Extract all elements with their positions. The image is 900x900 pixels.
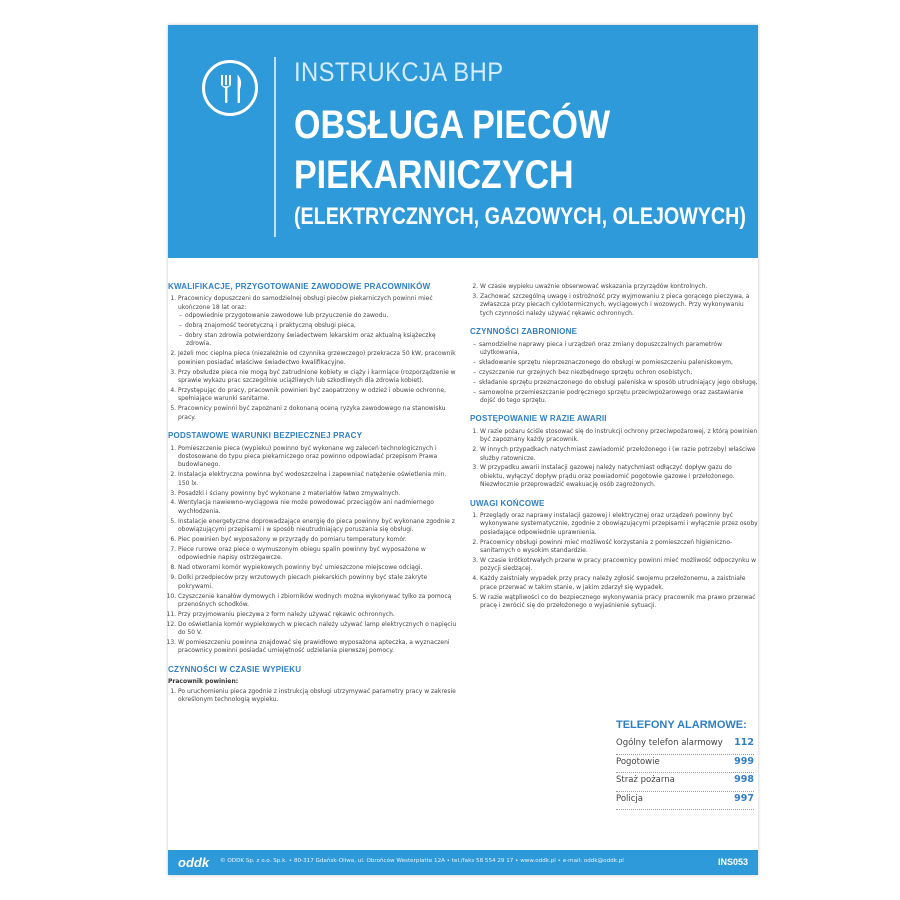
list-item: 5. Instalacje energetyczne doprowadzające energię do pieca powinny być wykonane zgodnie z obowiązującymi przepisami i w sposób nieutrudniający poruszania się obsługi. [178,518,458,535]
list-item: 8. Nad otworami komór wypiekowych powinny być umieszczone miejscowe odciągi. [178,564,458,572]
list-item: 3. Przy obsłudze pieca nie mogą być zatrudnione kobiety w ciąży i karmiące (rozporządzenie w sprawie wykazu prac szczególnie uciążliwych lub szkodliwych dla zdrowia kobiet). [178,369,458,386]
list-item: – samodzielne naprawy pieca i urządzeń oraz zmiany dopuszczalnych parametrów użytkowania, [480,341,758,358]
emergency-phones [616,719,754,811]
document-type: INSTRUKCJA BHP [294,57,504,87]
list-item: 7. Piece rurowe oraz piece o wymuszonym obiegu spalin powinny być wyposażone w odpowiednie napisy ostrzegawcze. [178,546,458,563]
list-item: 2. Pracownicy obsługi powinni mieć możliwość korzystania z pomieszczeń higieniczno-sanitarnych o wysokim standardzie. [480,539,758,556]
phone-row [616,793,754,811]
section-title: CZYNNOŚCI W CZASIE WYPIEKU [168,664,302,674]
section-during-baking [168,666,458,705]
list-item: – czyszczenie rur grzejnych bez niezbędnego sprzętu ochron osobistych, [480,369,758,377]
phone-number: 112 [734,737,754,748]
list-item: 5. Pracownicy powinni być zapoznani z dokonaną oceną ryzyka zawodowego na stanowisku pracy. [178,405,458,422]
section-label: Pracownik powinien: [168,678,239,686]
title-subtitle: (ELEKTRYCZNYCH, GAZOWYCH, OLEJOWYCH) [294,203,746,230]
phone-label: Ogólny telefon alarmowy [616,738,723,748]
instruction-sheet [168,25,758,875]
header-banner [168,25,758,258]
phone-row [616,774,754,792]
list-item: 3. W czasie krótkotrwałych przerw w pracy pracownicy powinni mieć możliwość odpoczynku w pozycji siedzącej. [480,557,758,574]
section-title: KWALIFIKACJE, PRZYGOTOWANIE ZAWODOWE PRACOWNIKÓW [168,282,431,291]
phone-number: 999 [734,755,754,767]
phones-title: TELEFONY ALARMOWE: [616,719,747,731]
list-item: 13. W pomieszczeniu powinna znajdować się prawidłowo wyposażona apteczka, a wyznaczeni pracownicy powinni posiadać umiejętność udzielania pierwszej pomocy. [178,639,458,656]
phone-row [616,737,754,755]
list-item: 9. Dolki przedpieców przy wrzutowych piecach piekarskich powinny być stale zakryte pokrywami. [178,574,458,591]
section-title: PODSTAWOWE WARUNKI BEZPIECZNEJ PRACY [168,431,363,441]
section-during-baking-continued [470,283,758,318]
list-item: 2. Instalacja elektryczna powinna być wodoszczelna i zapewniać natężenie oświetlenia min. 150 lx. [178,471,458,488]
list-item: 1. W razie pożaru ściśle stosować się do instrukcji ochrony przeciwpożarowej, z którą powinien być zapoznany każdy pracownik. [480,428,758,445]
list-item: – samowolne przemieszczanie podręcznego sprzętu przeciwpożarowego oraz zastawianie dojść do tego sprzętu. [480,389,758,406]
section-final-remarks [470,500,758,611]
list-item: – dobrą znajomość teoretyczną i praktyczną obsługi pieca, [186,322,458,330]
list-item: 3. Zachować szczególną uwagę i ostrożność przy wyjmowaniu z pieca gorącego pieczywa, a zwłaszcza przy piecach cyklotermicznych, wyciągowych i wozowych. Przy wykonywaniu tych czynności należy używać rękawic ochronnych. [480,293,758,318]
list-item: – dobry stan zdrowia potwierdzony świadectwem lekarskim oraz aktualną książeczkę zdrowia. [186,332,458,349]
document-code: INS053 [717,857,748,867]
list-item: 1. Po uruchomieniu pieca zgodnie z instrukcją obsługi utrzymywać parametry pracy w zakresie określonym technologią wypieku. [178,688,458,705]
footer-bar [168,850,758,875]
section-title: UWAGI KOŃCOWE [470,498,545,508]
list-item: 11. Przy przyjmowaniu pieczywa z form należy używać rękawic ochronnych. [178,611,458,619]
right-column [470,283,758,621]
fork-knife-icon [202,60,258,116]
list-item: 2. Jeżeli moc cieplna pieca (niezależnie od czynnika grzewczego) przekracza 50 kW, pracownik powinien posiadać właściwe świadectwo kwalifikacyjne. [178,350,458,367]
left-column [168,283,458,714]
list-item: – składanie sprzętu przeznaczonego do obsługi paleniska w sposób utrudniający jego obsługę, [480,379,758,387]
list-item: 2. W czasie wypieku uważnie obserwować wskazania przyrządów kontrolnych. [480,283,758,291]
list-item: 5. W razie wątpliwości co do bezpiecznego wykonywania pracy pracownik ma prawo przerwać pracę i zwrócić się do przełożonego o wyjaśnienie sytuacji. [480,594,758,611]
phone-number: 998 [734,774,754,785]
list-item: – składowanie sprzętu nieprzeznaczonego do obsługi w pomieszczeniu paleniskowym, [480,359,758,367]
list-item: – odpowiednie przygotowanie zawodowe lub przyuczenie do zawodu, [186,312,458,320]
list-item: 10. Czyszczenie kanałów dymowych i zbiorników wodnych można wykonywać tylko za pomocą przenośnych schodków. [178,593,458,610]
section-title: CZYNNOŚCI ZABRONIONE [470,327,578,337]
section-safe-work-conditions [168,432,458,656]
list-item: 4. Wentylacja nawiewno-wyciągowa nie może powodować przeciągów ani nadmiernego wychłodzenia. [178,499,458,516]
list-item: 12. Do oświetlania komór wypiekowych w piecach należy używać lamp elektrycznych o napięciu do 50 V. [178,621,458,638]
phone-label: Pogotowie [616,756,660,767]
company-logo: oddk [178,855,210,870]
list-item: 3. Posadzki i ściany powinny być wykonane z materiałów łatwo zmywalnych. [178,490,458,498]
section-title: POSTĘPOWANIE W RAZIE AWARII [470,414,607,424]
phone-number: 997 [734,792,754,804]
footer-contact: © ODDK Sp. z o.o. Sp.k. • 80-317 Gdańsk-Oliwa, ul. Obrońców Westerplatte 12A • tel./faks 58 554 29 17 • www.oddk.pl • e-mail: oddk@oddk.pl [220,858,624,864]
title-line-2: PIEKARNICZYCH [294,153,574,197]
header-divider [274,57,276,237]
section-qualifications [168,283,458,422]
list-item: 4. Każdy zaistniały wypadek przy pracy należy zgłosić swojemu przełożonemu, a zaistniałe prace przerwać w takim stanie, w jakim zdarzył się wypadek. [480,575,758,592]
list-item: 6. Piec powinien być wyposażony w przyrządy do pomiaru temperatury komór. [178,536,458,544]
title-line-1: OBSŁUGA PIECÓW [294,103,611,147]
list-item: 3. W przypadku awarii instalacji gazowej należy natychmiast odłączyć dopływ gazu do obiektu, wyłączyć dopływ prądu oraz powiadomić pogotowie gazowe i przełożonego. Niezwłocznie przeprowadzić ewakuację osób zagrożonych. [480,464,758,489]
section-emergency-procedure [470,415,758,489]
list-item: 1. Przeglądy oraz naprawy instalacji gazowej i elektrycznej oraz urządzeń powinny być wykonywane systematycznie, zgodnie z obowiązującymi przepisami i wyłącznie przez osoby posiadające odpowiednie uprawnienia. [480,512,758,537]
phone-row [616,756,754,774]
section-forbidden-actions [470,328,758,405]
list-item: 1. Pomieszczenie pieca (wypieku) powinno być wykonane wg zaleceń technologicznych i dostosowane do typu pieca piekarniczego oraz powinno odpowiadać przepisom Prawa budowlanego. [178,445,458,470]
list-item: 2. W innych przypadkach natychmiast zawiadomić przełożonego i (w razie potrzeby) właściwe służby ratownicze. [480,446,758,463]
list-item: 4. Przystępując do pracy, pracownik powinien być zaopatrzony w odzież i obuwie ochronne, spełniające warunki sanitarne. [178,387,458,404]
list-item: 1. Pracownicy dopuszczeni do samodzielnej obsługi pieców piekarniczych powinni mieć ukończone 18 lat oraz: – odpowiednie przygotowanie zawodowe lub przyuczenie do zawodu, – dobrą znajomość teoretyczną i praktyczną obsługi pieca, – dobry stan zdrowia potwierdzony świadectwem lekarskim oraz aktualną książeczkę zdrowia. [178,295,458,348]
phone-label: Policja [616,793,643,804]
phone-label: Straż pożarna [616,775,675,785]
